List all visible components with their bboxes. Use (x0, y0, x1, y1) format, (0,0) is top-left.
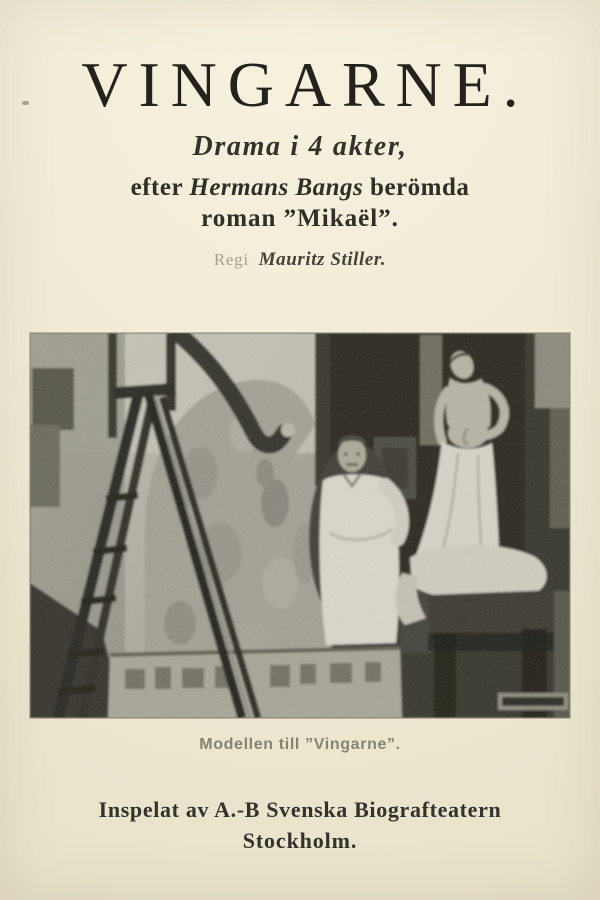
subtitle-acts: Drama i 4 akter, (192, 131, 408, 162)
director-name: Mauritz Stiller. (258, 249, 387, 270)
novel-credit-line (0, 174, 600, 202)
author-name: Hermans Bangs (189, 174, 364, 201)
studio-photograph (30, 333, 570, 718)
film-title: VINGARNE. (81, 49, 530, 120)
director-credit (0, 249, 600, 271)
studio-photo-illustration (30, 333, 570, 718)
regi-label: Regi (213, 250, 249, 269)
novel-credit-prefix: efter (130, 174, 190, 201)
photo-grain-overlay (30, 333, 570, 718)
production-credit: Inspelat av A.-B Svenska Biografteatern (98, 797, 502, 822)
photo-caption: Modellen till ”Vingarne”. (199, 736, 401, 753)
novel-credit-suffix: berömda (363, 174, 470, 201)
novel-title-line: roman ”Mikaël”. (201, 205, 399, 232)
production-city: Stockholm. (242, 828, 358, 853)
